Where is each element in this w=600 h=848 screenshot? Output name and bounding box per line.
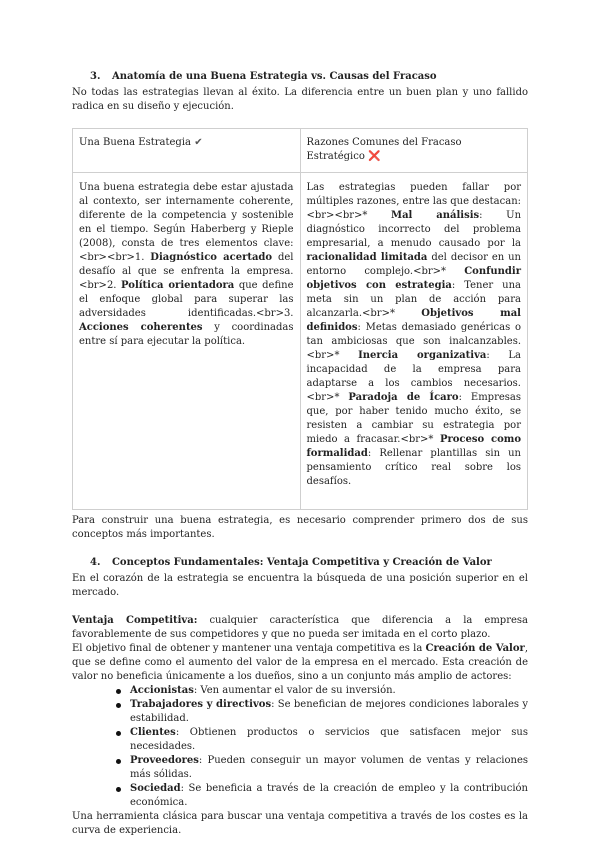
- header-failure-reasons-label: Razones Comunes del Fracaso Estratégico: [306, 137, 462, 162]
- text-run: : Rellenar plantillas sin un pensamiento crítico real sobre los desafíos.: [306, 448, 521, 487]
- section-4-number: 4.: [90, 557, 101, 568]
- bold-run: Política orientadora: [121, 280, 235, 291]
- table-header-row: [73, 129, 528, 173]
- text-run: : Un diagnóstico incorrecto del problema empresarial, a menudo causado por la: [306, 210, 522, 249]
- check-icon: ✔: [194, 137, 203, 148]
- bold-run: Objetivos mal definidos: [306, 308, 521, 333]
- header-good-strategy: [73, 129, 301, 173]
- header-failure-reasons: [300, 129, 528, 173]
- comparison-table: [72, 128, 528, 510]
- ventaja-paragraph: [72, 614, 528, 642]
- bold-run: Creación de Valor: [425, 643, 525, 654]
- bold-run: Ventaja Competitiva:: [72, 615, 198, 626]
- closing-paragraph: Una herramienta clásica para buscar una ventaja competitiva a través de los costes es la curva de experiencia.: [72, 811, 528, 836]
- list-item: [130, 684, 528, 698]
- list-item-label: Clientes: [130, 727, 176, 738]
- list-item: [130, 754, 528, 782]
- text-run: cualquier característica que diferencia a la empresa favorablemente de sus competidores y que no pueda ser imitada en el corto plazo.: [72, 615, 528, 640]
- text-run: del decisor en un entorno complejo.<br>*: [306, 252, 521, 277]
- section-4-heading: [72, 556, 528, 570]
- bold-run: Mal análisis: [391, 210, 480, 221]
- bold-run: Acciones coherentes: [79, 322, 203, 333]
- section-3-heading: [72, 70, 528, 84]
- header-good-strategy-label: Una Buena Estrategia: [79, 137, 191, 148]
- text-run: : Tener una meta sin un plan de acción para alcanzarla.<br>*: [306, 280, 521, 319]
- page-content: [72, 70, 528, 838]
- text-run: , que se define como el aumento del valor de la empresa en el mercado. Esta creación de valor no beneficia únicamente a los dueños, sino a un conjunto más amplio de actores:: [72, 643, 528, 682]
- list-item: [130, 698, 528, 726]
- valor-paragraph: [72, 642, 528, 684]
- list-item-label: Trabajadores y directivos: [130, 699, 272, 710]
- stakeholder-list: [72, 684, 528, 810]
- list-item: [130, 782, 528, 810]
- bold-run: racionalidad limitada: [306, 252, 428, 263]
- text-run: Las estrategias pueden fallar por múltiples razones, entre las que destacan:<br><br>*: [306, 182, 522, 221]
- list-item-label: Proveedores: [130, 755, 199, 766]
- text-run: : Empresas que, por haber tenido mucho éxito, se resisten a cambiar su estrategia por miedo a fracasar.<br>*: [306, 392, 522, 445]
- list-item-text: : Ven aumentar el valor de su inversión.: [193, 685, 396, 696]
- bold-run: Diagnóstico acertado: [150, 252, 273, 263]
- section-3-intro: No todas las estrategias llevan al éxito. La diferencia entre un buen plan y uno fallido radica en su diseño y ejecución.: [72, 87, 528, 112]
- section-4-intro: En el corazón de la estrategia se encuentra la búsqueda de una posición superior en el mercado.: [72, 573, 528, 598]
- list-item-label: Sociedad: [130, 783, 181, 794]
- list-item-text: : Pueden conseguir un mayor volumen de ventas y relaciones más sólidas.: [130, 755, 528, 780]
- bold-run: Confundir objetivos con estrategia: [306, 266, 521, 291]
- text-run: : Metas demasiado genéricas o tan ambiciosas que son inalcanzables.<br>*: [306, 322, 521, 361]
- cell-good-strategy: [73, 173, 301, 510]
- bold-run: Paradoja de Ícaro: [348, 392, 459, 403]
- text-run: del desafío al que se enfrenta la empresa.<br>2.: [79, 252, 294, 291]
- table-row: [73, 173, 528, 510]
- text-run: : La incapacidad de la empresa para adaptarse a los cambios necesarios.<br>*: [306, 350, 522, 403]
- text-run: que define el enfoque global para superar las adversidades identificadas.<br>3.: [79, 280, 294, 319]
- list-item-label: Accionistas: [130, 685, 194, 696]
- text-run: El objetivo final de obtener y mantener una ventaja competitiva es la: [72, 643, 426, 654]
- list-item: [130, 726, 528, 754]
- list-item-text: : Se beneficia a través de la creación de empleo y la contribución económica.: [130, 783, 528, 808]
- section-4-title: Conceptos Fundamentales: Ventaja Competitiva y Creación de Valor: [111, 557, 492, 568]
- text-run: Una buena estrategia debe estar ajustada al contexto, ser internamente coherente, diferente de la competencia y sostenible en el tiempo. Según Haberberg y Rieple (2008), consta de tres elementos clave:<br><br>1.: [79, 182, 294, 263]
- section-3-title: Anatomía de una Buena Estrategia vs. Causas del Fracaso: [111, 71, 437, 82]
- bold-run: Inercia organizativa: [358, 350, 487, 361]
- list-item-text: : Se benefician de mejores condiciones laborales y estabilidad.: [130, 699, 528, 724]
- section-3-number: 3.: [90, 71, 101, 82]
- text-run: y coordinadas entre sí para ejecutar la política.: [79, 322, 294, 347]
- cross-icon: ❌: [368, 151, 381, 162]
- bold-run: Proceso como formalidad: [306, 434, 521, 459]
- cell-failure-reasons: [300, 173, 528, 510]
- list-item-text: : Obtienen productos o servicios que satisfacen mejor sus necesidades.: [130, 727, 528, 752]
- after-table-paragraph: Para construir una buena estrategia, es necesario comprender primero dos de sus conceptos más importantes.: [72, 515, 528, 540]
